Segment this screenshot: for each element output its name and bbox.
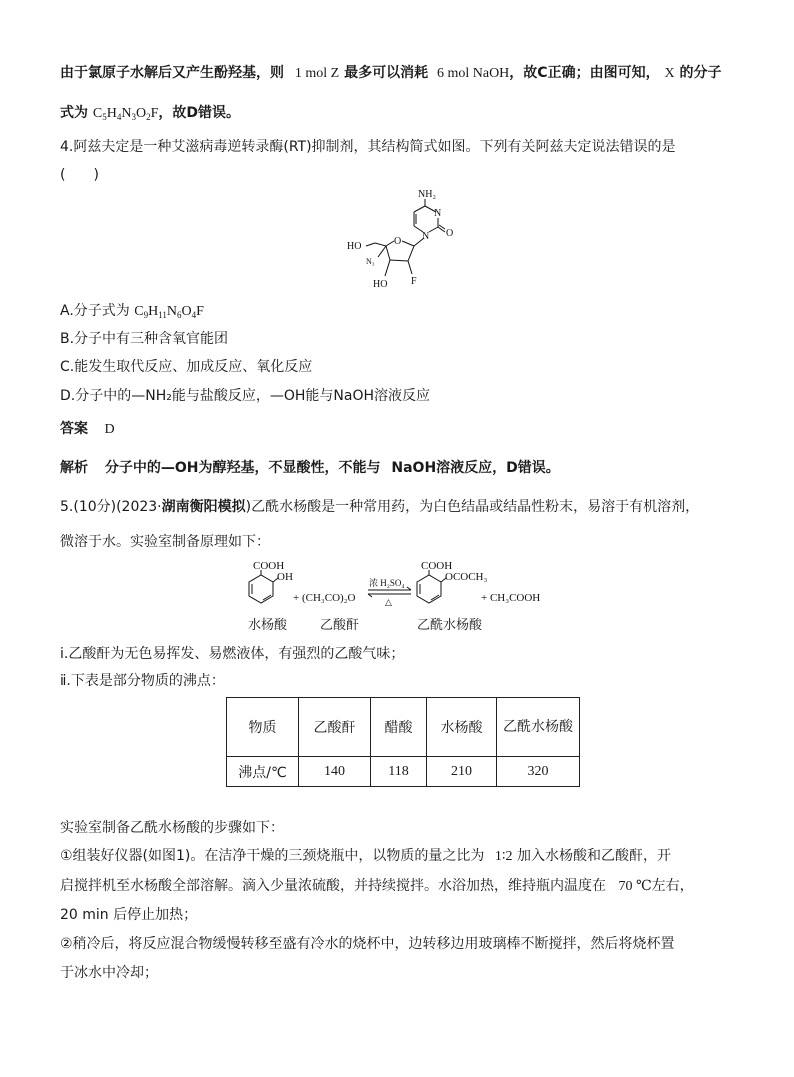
analysis-label: 解析 (60, 460, 88, 476)
label-f: F (411, 276, 417, 287)
table-cell: 140 (299, 757, 371, 787)
text-segment: 加入水杨酸和乙酸酐，开 (516, 848, 671, 864)
table-header-cell: 醋酸 (371, 698, 427, 757)
text-segment: 最多可以消耗 (344, 65, 429, 81)
label-acetic-anhydride: 乙酸酐 (320, 618, 360, 633)
option-c: C.能发生取代反应、加成反应、氧化反应 (60, 359, 313, 375)
option-d: D.分子中的—NH₂能与盐酸反应，—OH能与NaOH溶液反应 (60, 388, 430, 404)
table-cell: 210 (427, 757, 497, 787)
table-header-cell: 乙酰水杨酸 (497, 698, 580, 757)
note-i: ⅰ.乙酸酐为无色易挥发、易燃液体，有强烈的乙酸气味； (60, 646, 405, 662)
text-segment: ①组装好仪器(如图1)。在洁净干燥的三颈烧瓶中，以物质的量之比为 (60, 848, 485, 864)
q4-answer-bracket: ( ) (60, 167, 99, 183)
mole-ratio: 1∶2 (494, 849, 513, 864)
table-row-label: 沸点/℃ (227, 757, 299, 787)
step1-line2 (60, 875, 694, 895)
label-ococh3: OCOCH₃ (445, 571, 488, 583)
label-nh2: NH₂ (418, 189, 436, 200)
label-cooh: COOH (253, 560, 285, 572)
text-segment: 启搅拌机至水杨酸全部溶解。滴入少量浓硫酸，并持续搅拌。水浴加热，维持瓶内温度在 (60, 878, 606, 894)
answer-label: 答案 (60, 421, 88, 437)
q5-stem-num: 5.(10分)(2023· (60, 499, 162, 515)
text-segment: 由于氯原子水解后又产生酚羟基，则 (60, 65, 284, 81)
q5-stem-rest: )乙酰水杨酸是一种常用药，为白色结晶或结晶性粉末，易溶于有机溶剂， (245, 499, 700, 515)
table-header-row (227, 698, 580, 757)
text-segment: 6 mol NaOH (436, 66, 510, 81)
label-acetylsalicylic-acid: 乙酰水杨酸 (417, 618, 483, 633)
condition-conc-h2so4: 浓 H₂SO₄ (369, 578, 405, 588)
note-ii: ⅱ.下表是部分物质的沸点： (60, 673, 225, 689)
text-segment: 1 mol Z (294, 66, 340, 81)
molecular-formula: $C_9H_{11}N_6O_4F$ (134, 304, 204, 320)
table-row (227, 757, 580, 787)
option-b: B.分子中有三种含氧官能团 (60, 331, 229, 347)
q4-stem: 4.阿兹夫定是一种艾滋病毒逆转录酶(RT)抑制剂，其结构简式如图。下列有关阿兹夫定说法错误的是 (60, 139, 676, 155)
label-n3: N₃ (366, 257, 375, 266)
answer-value: D (104, 422, 115, 437)
q5-stem (60, 496, 699, 516)
step1-line3: 20 min 后停止加热； (60, 907, 198, 923)
table-cell: 118 (371, 757, 427, 787)
table-header-cell: 乙酸酐 (299, 698, 371, 757)
label-o-ring: O (394, 236, 402, 247)
label-ho: HO (347, 241, 362, 252)
step1-line1 (60, 845, 671, 865)
q5-stem-line2: 微溶于水。实验室制备原理如下： (60, 534, 270, 550)
temperature: 70 ℃左右， (618, 879, 694, 894)
option-a-prefix: A.分子式为 (60, 303, 130, 319)
answer-line (60, 418, 115, 438)
reagent-acetic-anhydride: + (CH₃CO)₂O (293, 592, 356, 604)
analysis-text: NaOH溶液反应，D错误。 (391, 460, 560, 476)
azvudine-structure (340, 186, 470, 294)
label-ho: HO (373, 279, 388, 290)
option-a (60, 300, 204, 320)
analysis-line (60, 457, 560, 477)
text-segment: 式为 (60, 105, 88, 121)
label-oh: OH (277, 571, 293, 583)
table-cell: 320 (497, 757, 580, 787)
analysis-text: 分子中的—OH为醇羟基，不显酸性，不能与 (104, 460, 381, 476)
condition-heat: △ (385, 597, 392, 607)
text-segment: ，故D错误。 (158, 105, 241, 121)
molecular-formula: $C_5H_4N_3O_2F$ (92, 106, 159, 122)
label-cooh: COOH (421, 560, 453, 572)
solution-line-2 (60, 102, 240, 122)
label-n: N (434, 208, 442, 219)
steps-intro: 实验室制备乙酰水杨酸的步骤如下： (60, 820, 284, 836)
product-acetic-acid: + CH₃COOH (481, 592, 541, 604)
boiling-point-table (226, 697, 580, 787)
step2-line1: ②稍冷后，将反应混合物缓慢转移至盛有冷水的烧杯中，边转移边用玻璃棒不断搅拌，然后将烧杯置 (60, 936, 675, 952)
text-segment: ，故C正确；由图可知， (509, 65, 660, 81)
text-segment: X (664, 66, 675, 81)
step2-line2: 于冰水中冷却； (60, 965, 158, 981)
label-n: N (422, 231, 430, 242)
q5-source: 湖南衡阳模拟 (161, 499, 246, 515)
table-header-cell: 物质 (227, 698, 299, 757)
label-o-carbonyl: O (446, 228, 454, 239)
table-header-cell: 水杨酸 (427, 698, 497, 757)
solution-line-1 (60, 62, 721, 82)
text-segment: 的分子 (679, 65, 722, 81)
label-salicylic-acid: 水杨酸 (248, 618, 288, 633)
